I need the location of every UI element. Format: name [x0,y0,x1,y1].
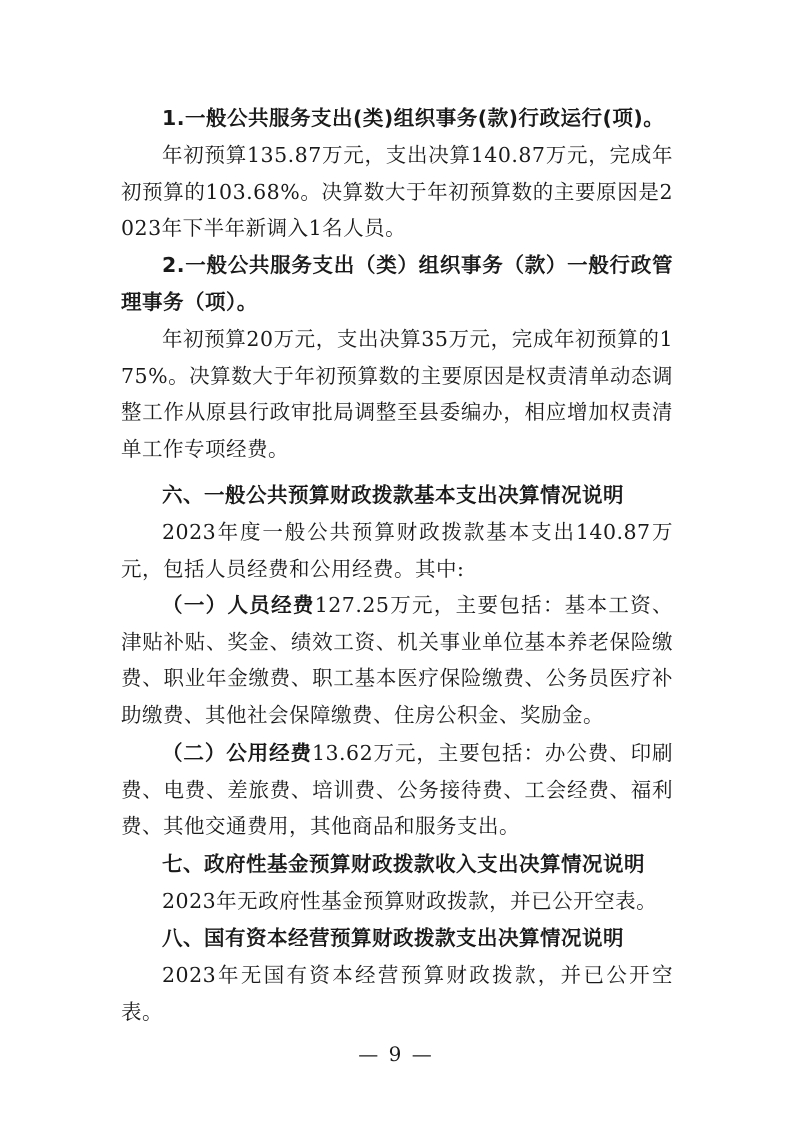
personnel-body: 127.25万元，主要包括：基本工资、津贴补贴、奖金、绩效工资、机关事业单位基本养老保险缴费、职业年金缴费、职工基本医疗保险缴费、公务员医疗补助缴费、其他社会保障缴费、住房公积金、奖励金。 [121,593,674,727]
item1-heading: 1.一般公共服务支出(类)组织事务(款)行政运行(项)。 [162,106,665,130]
section6-heading: 六、一般公共预算财政拨款基本支出决算情况说明 [162,483,624,507]
section8-heading: 八、国有资本经营预算财政拨款支出决算情况说明 [162,926,624,950]
section6-body: 2023年度一般公共预算财政拨款基本支出140.87万元，包括人员经费和公用经费。其中: [121,520,673,581]
item1-body: 年初预算135.87万元，支出决算140.87万元，完成年初预算的103.68%。决算数大于年初预算数的主要原因是2023年下半年新调入1名人员。 [121,143,673,241]
item2-body: 年初预算20万元，支出决算35万元，完成年初预算的175%。决算数大于年初预算数的主要原因是权责清单动态调整工作从原县行政审批局调整至县委编办，相应增加权责清单工作专项经费。 [121,327,673,461]
section7-heading: 七、政府性基金预算财政拨款收入支出决算情况说明 [162,852,645,876]
section7-body: 2023年无政府性基金预算财政拨款，并已公开空表。 [162,889,658,913]
personnel-label: （一）人员经费 [162,593,315,617]
public-paragraph [121,735,673,845]
public-body: 13.62万元，主要包括：办公费、印刷费、电费、差旅费、培训费、公务接待费、工会经费、福利费、其他交通费用，其他商品和服务支出。 [121,741,673,839]
personnel-paragraph [121,587,673,733]
public-label: （二）公用经费 [162,741,312,765]
section8-body: 2023年无国有资本经营预算财政拨款，并已公开空表。 [121,963,673,1024]
item2-heading: 2.一般公共服务支出（类）组织事务（款）一般行政管理事务（项）。 [121,253,673,314]
page-number: — 9 — [358,1042,434,1066]
